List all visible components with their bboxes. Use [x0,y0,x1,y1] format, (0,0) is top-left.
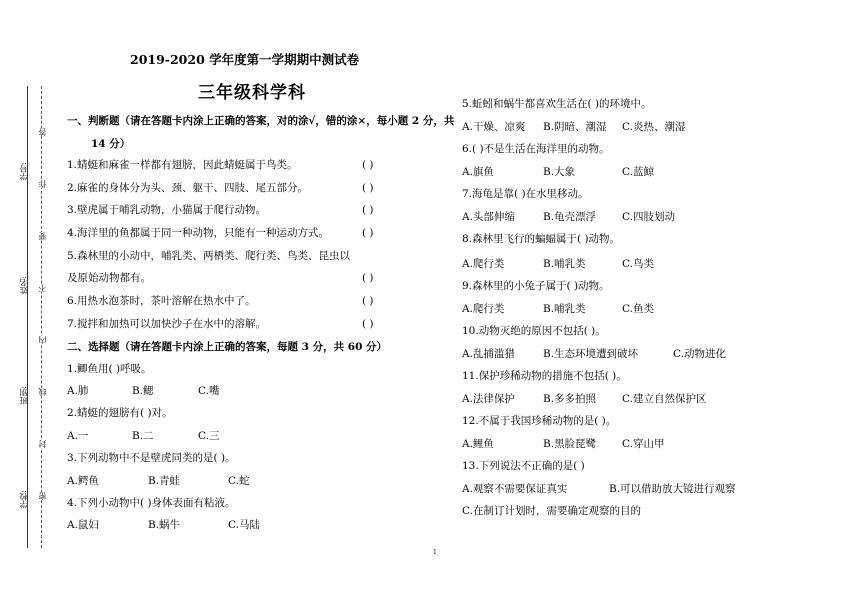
choice-option: C.在制订计划时，需要确定观察的目的 [462,505,641,517]
choice-option: C.穿山甲 [622,438,665,450]
choice-option: A.肺 [67,385,89,397]
choice-question: 8.森林里飞行的蝙蝠属于( )动物。 [462,233,621,245]
choice-option: A.鲤鱼 [462,438,494,450]
seal-char: 答 [38,128,47,136]
answer-blank: ( ) [362,204,374,216]
choice-option: A.爬行类 [462,258,505,270]
section1-title: 一、判断题（请在答题卡内涂上正确的答案，对的涂√，错的涂×，每小题 2 分，共 [67,115,455,127]
answer-blank: ( ) [362,227,374,239]
choice-option: C.炎热、潮湿 [622,121,686,133]
judge-question: 4.海洋里的鱼都属于同一种动物，只能有一种运动方式。 [67,227,330,239]
subject-title: 三年级科学科 [198,83,306,103]
section2-title: 二、选择题（请在答题卡内涂上正确的答案，每题 3 分，共 60 分） [67,341,388,353]
student-id-label: 学号: [19,162,28,181]
answer-blank: ( ) [362,295,374,307]
choice-option: A.一 [67,430,89,442]
seal-char: 不 [38,284,47,292]
choice-option: A.干燥、凉爽 [462,121,526,133]
seal-char: 密 [38,492,47,500]
choice-option: B.蜗牛 [148,519,181,531]
choice-option: B.哺乳类 [543,258,586,270]
choice-question: 9.森林里的小兔子属于( )动物。 [462,280,610,292]
choice-option: C.蓝鲸 [622,166,654,178]
choice-option: C.四肢划动 [622,211,675,223]
choice-option: A.旗鱼 [462,166,494,178]
choice-option: B.二 [132,430,154,442]
class-label: 班别: [19,386,28,405]
choice-question: 12.不属于我国珍稀动物的是( )。 [462,415,617,427]
choice-question: 11.保护珍稀动物的措施不包括( )。 [462,370,627,382]
judge-question: 2.麻雀的身体分为头、颈、躯干、四肢、尾五部分。 [67,182,309,194]
choice-option: B.黑脸琵鹭 [543,438,597,450]
choice-option: C.马陆 [228,519,260,531]
judge-question: 7.搅拌和加热可以加快沙子在水中的溶解。 [67,318,267,330]
choice-option: C.三 [198,430,220,442]
answer-blank: ( ) [362,159,374,171]
choice-option: A.爬行类 [462,303,505,315]
answer-blank: ( ) [362,318,374,330]
seal-char: 要 [38,232,47,240]
judge-question: 6.用热水泡茶时，茶叶溶解在热水中了。 [67,295,256,307]
seal-char: 内 [38,336,47,344]
choice-option: A.乱捕滥猎 [462,348,515,360]
school-label: 学校: [19,490,28,509]
judge-question: 1.蜻蜓和麻雀一样都有翅膀，因此蜻蜓属于鸟类。 [67,159,298,171]
binding-line [27,86,28,548]
choice-option: A.法律保护 [462,393,515,405]
choice-option: C.鱼类 [622,303,654,315]
choice-option: B.龟壳漂浮 [543,211,597,223]
choice-option: C.建立自然保护区 [622,393,707,405]
choice-option: B.多多拍照 [543,393,597,405]
seal-char: 封 [38,440,47,448]
judge-question: 及原始动物都有。 [67,272,151,284]
answer-blank: ( ) [362,182,374,194]
choice-option: B.可以借助放大镜进行观察 [609,483,736,495]
choice-question: 10.动物灭绝的原因不包括( )。 [462,325,606,337]
judge-question: 5.森林里的小动中，哺乳类、两栖类、爬行类、鸟类、昆虫以 [67,250,351,262]
choice-option: C.动物进化 [673,348,726,360]
choice-option: A.鼠妇 [67,519,99,531]
choice-option: C.蛇 [228,475,250,487]
choice-option: B.阴暗、潮湿 [543,121,607,133]
choice-question: 4.下列小动物中( )身体表面有粘液。 [67,497,236,509]
choice-option: A.鳄鱼 [67,475,99,487]
page-number: 1 [433,549,437,556]
choice-question: 7.海龟是靠( )在水里移动。 [462,188,589,200]
choice-question: 5.蚯蚓和蜗牛都喜欢生活在( )的环境中。 [462,98,652,110]
answer-blank: ( ) [362,272,374,284]
choice-option: B.生态环境遭到破坏 [543,348,639,360]
seal-char: 作 [38,180,47,188]
choice-option: A.观察不需要保证真实 [462,483,568,495]
choice-question: 6.( )不是生活在海洋里的动物。 [462,143,610,155]
choice-option: C.嘴 [198,385,220,397]
choice-question: 13.下列说法不正确的是( ) [462,460,585,472]
choice-question: 2.蜻蜓的翅膀有( )对。 [67,407,173,419]
choice-option: B.大象 [543,166,576,178]
choice-option: B.青蛙 [148,475,181,487]
seal-dashed-line [41,86,42,548]
choice-option: B.哺乳类 [543,303,586,315]
judge-question: 3.壁虎属于哺乳动物，小猫属于爬行动物。 [67,204,267,216]
seal-char: 线 [38,388,47,396]
choice-option: C.鸟类 [622,258,654,270]
choice-option: B.鳃 [132,385,154,397]
student-name-label: 姓名: [19,276,28,295]
choice-question: 3.下列动物中不是壁虎同类的是( )。 [67,452,236,464]
exam-title: 2019-2020 学年度第一学期期中测试卷 [130,52,360,67]
section1-title-cont: 14 分） [91,138,131,150]
choice-question: 1.鲫鱼用( )呼吸。 [67,363,152,375]
choice-option: A.头部伸缩 [462,211,515,223]
